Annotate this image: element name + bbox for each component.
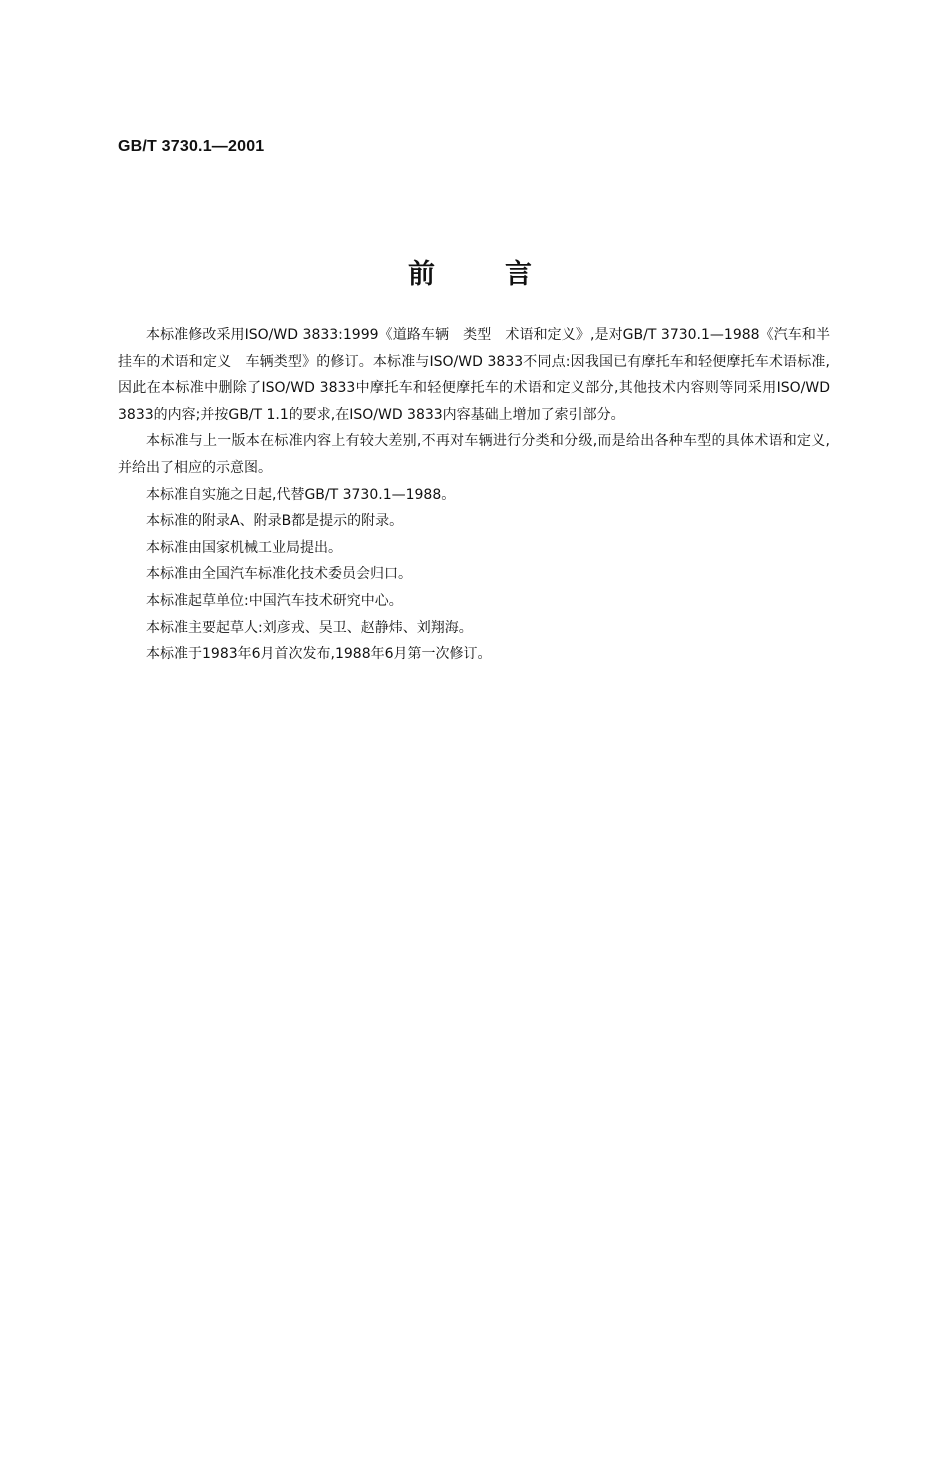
paragraph-history: 本标准于1983年6月首次发布,1988年6月第一次修订。	[146, 646, 492, 663]
paragraph-differences: 本标准与上一版本在标准内容上有较大差别,不再对车辆进行分类和分级,而是给出各种车型的具体术语和定义,并给出了相应的示意图。	[118, 433, 830, 476]
paragraph-proposed-by: 本标准由国家机械工业局提出。	[146, 539, 342, 556]
foreword-body	[118, 322, 830, 668]
paragraph-drafting-unit: 本标准起草单位:中国汽车技术研究中心。	[146, 592, 403, 609]
paragraph-annexes: 本标准的附录A、附录B都是提示的附录。	[146, 513, 404, 530]
paragraph-drafters: 本标准主要起草人:刘彦戎、吴卫、赵静炜、刘翔海。	[146, 619, 473, 636]
paragraph-centralized-by: 本标准由全国汽车标准化技术委员会归口。	[146, 566, 412, 583]
page-title: 前言	[408, 259, 602, 290]
standard-code: GB/T 3730.1—2001	[118, 138, 265, 155]
paragraph-adoption: 本标准修改采用ISO/WD 3833:1999《道路车辆 类型 术语和定义》,是对GB/T 3730.1—1988《汽车和半挂车的术语和定义 车辆类型》的修订。本标准与ISO/WD 3833不同点:因我国已有摩托车和轻便摩托车术语标准,因此在本标准中删除了ISO/WD 3833中摩托车和轻便摩托车的术语和定义部分,其他技术内容则等同采用ISO/WD 3833的内容;并按GB/T 1.1的要求,在ISO/WD 3833内容基础上增加了索引部分。	[118, 327, 830, 423]
paragraph-replaces: 本标准自实施之日起,代替GB/T 3730.1—1988。	[146, 486, 456, 503]
